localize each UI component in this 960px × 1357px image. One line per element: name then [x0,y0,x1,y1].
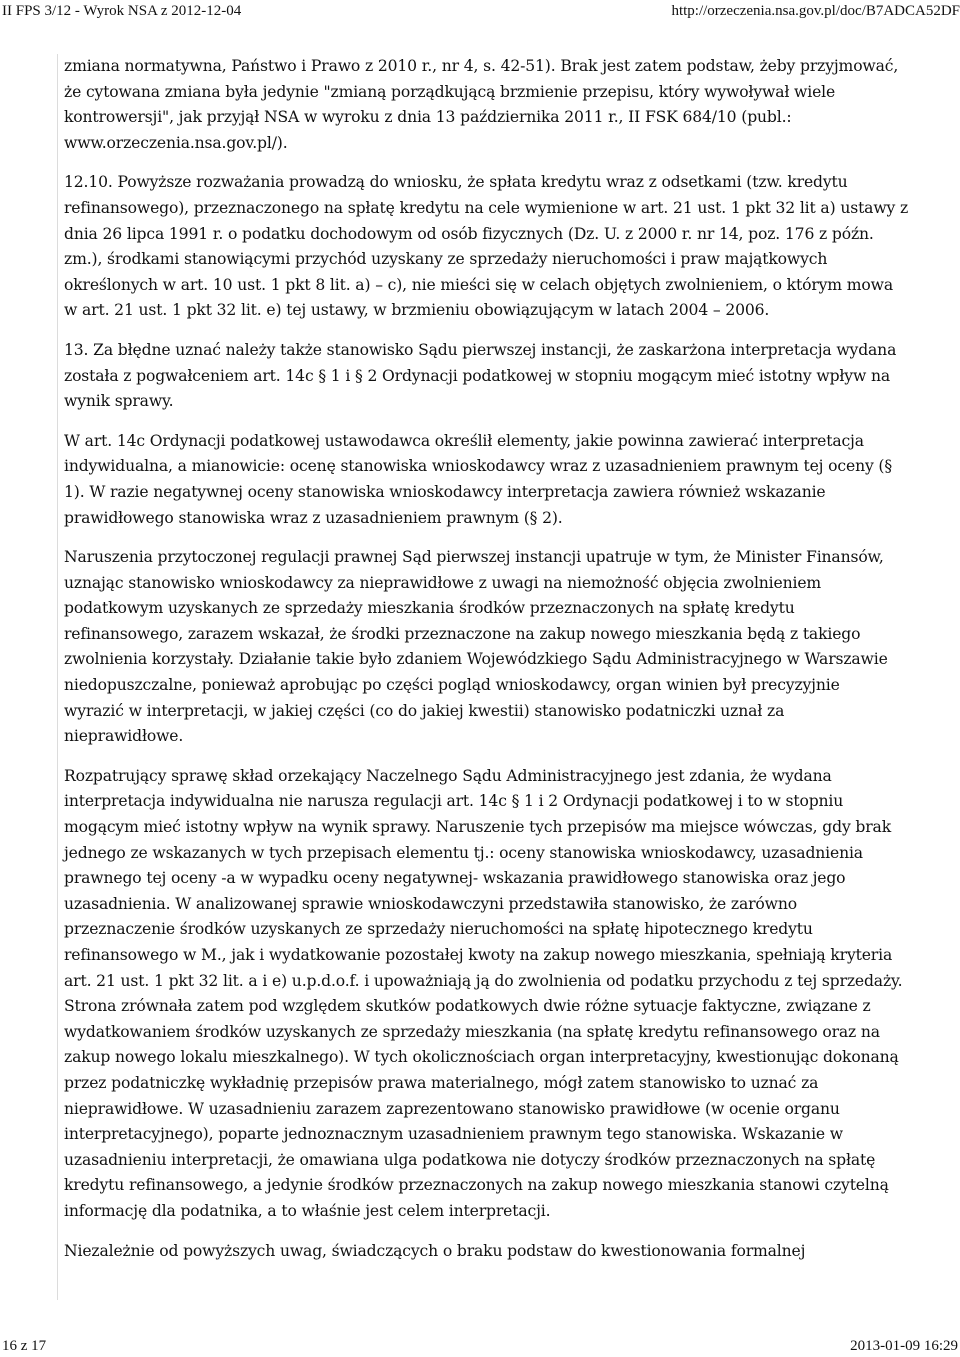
page-footer [0,1336,960,1357]
paragraph [64,170,940,324]
paragraph [64,429,940,531]
paragraph-line: prawnego tej oceny -a w wypadku oceny negatywnej- wskazania prawidłowego stanowiska oraz jego [64,869,846,888]
paragraph-line: Naruszenia przytoczonej regulacji prawnej Sąd pierwszej instancji upatruje w tym, że Minister Finansów, [64,548,884,567]
paragraph-line: dnia 26 lipca 1991 r. o podatku dochodowym od osób fizycznych (Dz. U. z 2000 r. nr 14, poz. 176 z późn. [64,224,874,243]
paragraph [64,338,940,415]
paragraph-line: wynik sprawy. [64,392,174,411]
document-body [57,54,948,1300]
paragraph-line: informację dla podatnika, a to właśnie jest celem interpretacji. [64,1201,551,1220]
page-header [0,0,960,22]
paragraph-line: w art. 21 ust. 1 pkt 32 lit. e) tej ustawy, w brzmieniu obowiązującym w latach 2004 – 2006. [64,301,770,320]
paragraph-line: wydatkowaniem środków uzyskanych ze sprzedaży mieszkania (na spłatę kredytu refinansowego oraz na [64,1022,880,1041]
paragraph [64,545,940,750]
paragraph-line: 1). W razie negatywnej oceny stanowiska wnioskodawcy interpretacja zawiera również wskazanie [64,482,826,501]
paragraph-line: indywidualna, a mianowicie: ocenę stanowiska wnioskodawcy wraz z uzasadnieniem prawnym tej oceny (§ [64,457,893,476]
paragraph-line: uzasadnieniu interpretacji, że omawiana ulga podatkowa nie dotyczy środków przeznaczonych na spłatę [64,1150,876,1169]
paragraph-line: wyrazić w interpretacji, w jakiej części (co do jakiej kwestii) stanowisko podatniczki uznał za [64,701,785,720]
paragraph-line: kontrowersji", jak przyjął NSA w wyroku z dnia 13 października 2011 r., II FSK 684/10 (publ.: [64,108,792,127]
paragraph-line: refinansowego, zarazem wskazał, że środki przeznaczone na zakup nowego mieszkania będą z takiego [64,624,861,643]
paragraph-line: 13. Za błędne uznać należy także stanowisko Sądu pierwszej instancji, że zaskarżona interpretacja wydana [64,340,897,359]
paragraph-line: zwolnienia korzystały. Działanie takie było zdaniem Wojewódzkiego Sądu Administracyjnego w Warszawie [64,650,888,669]
footer-page-number: 16 z 17 [2,1338,47,1354]
paragraph-line: Rozpatrujący sprawę skład orzekający Naczelnego Sądu Administracyjnego jest zdania, że wydana [64,766,832,785]
paragraph-line: że cytowana zmiana była jedynie "zmianą porządkującą brzmienie przepisu, który wywoływał wiele [64,82,836,101]
paragraph-line: 12.10. Powyższe rozważania prowadzą do wniosku, że spłata kredytu wraz z odsetkami (tzw. kredytu [64,173,848,192]
paragraph-line: kredytu refinansowego, a jedynie środków przeznaczonych na zakup nowego mieszkania stanowi czytelną [64,1176,889,1195]
paragraph-line: niedopuszczalne, ponieważ aprobując po części pogląd wnioskodawcy, organ winien był precyzyjnie [64,676,840,695]
paragraph-line: przeznaczenie środków uzyskanych ze sprzedaży nieruchomości na spłatę hipotecznego kredytu [64,920,813,939]
paragraph-line: nieprawidłowe. [64,727,184,746]
paragraph-line: podatkowym uzyskanych ze sprzedaży mieszkania środków przeznaczonych na spłatę kredytu [64,599,795,618]
paragraph-line: refinansowego w M., jak i wydatkowanie pozostałej kwoty na zakup nowego mieszkania, spełniają kryteria [64,946,893,964]
paragraph-line: art. 21 ust. 1 pkt 32 lit. a i e) u.p.d.o.f. i upoważniają ją do zwolnienia od podatku przychodu z tej sprzedaży. [64,971,903,990]
footer-timestamp: 2013-01-09 16:29 [850,1338,958,1354]
paragraph-line: zmiana normatywna, Państwo i Prawo z 2010 r., nr 4, s. 42-51). Brak jest zatem podstaw, żeby przyjmować, [64,57,899,75]
paragraph-line: prawidłowego stanowiska wraz z uzasadnieniem prawnym (§ 2). [64,508,563,527]
paragraph-line: interpretacyjnego), poparte jednoznacznym uzasadnieniem prawnym tego stanowiska. Wskazanie w [64,1125,843,1144]
paragraph-line: refinansowego), przeznaczonego na spłatę kredytu na cele wymienione w art. 21 ust. 1 pkt 32 lit a) ustawy z [64,198,909,217]
paragraph-line: zakup nowego lokalu mieszkalnego). W tych okolicznościach organ interpretacyjny, kwestionując dokonaną [64,1048,899,1067]
paragraph-line: jednego ze wskazanych w tych przepisach elementu tj.: oceny stanowiska wnioskodawcy, uzasadnienia [64,843,863,862]
paragraph [64,1239,940,1265]
paragraph-line: www.orzeczenia.nsa.gov.pl/). [64,133,288,152]
paragraph-line: przez podatniczkę wykładnię przepisów prawa materialnego, mógł zatem stanowisko to uznać za [64,1073,819,1092]
paragraph-line: została z pogwałceniem art. 14c § 1 i § 2 Ordynacji podatkowej w stopniu mogącym mieć istotny wpływ na [64,366,891,385]
paragraph-line: zm.), środkami stanowiącymi przychód uzyskany ze sprzedaży nieruchomości i praw majątkowych [64,250,828,269]
paragraph [64,54,940,156]
paragraph-line: Strona zrównała zatem pod względem skutków podatkowych dwie różne sytuacje faktyczne, związane z [64,997,871,1016]
paragraph-line: W art. 14c Ordynacji podatkowej ustawodawca określił elementy, jakie powinna zawierać interpretacja [64,431,864,450]
paragraph-line: określonych w art. 10 ust. 1 pkt 8 lit. a) – c), nie mieści się w celach objętych zwolnieniem, o którym mowa [64,275,893,294]
paragraph-line: uznając stanowisko wnioskodawcy za nieprawidłowe z uwagi na niemożność objęcia zwolnieniem [64,573,822,592]
paragraph-line: Niezależnie od powyższych uwag, świadczących o braku podstaw do kwestionowania formalnej [64,1241,806,1260]
paragraph-line: nieprawidłowe. W uzasadnieniu zarazem zaprezentowano stanowisko prawidłowe (w ocenie organu [64,1099,840,1118]
paragraph-line: mogącym mieć istotny wpływ na wynik sprawy. Naruszenie tych przepisów ma miejsce wówczas, gdy brak [64,818,891,837]
paragraph-line: uzasadnienia. W analizowanej sprawie wnioskodawczyni przedstawiła stanowisko, że zarówno [64,894,797,913]
header-document-title: II FPS 3/12 - Wyrok NSA z 2012-12-04 [2,3,242,19]
paragraph [64,764,940,1225]
header-url: http://orzeczenia.nsa.gov.pl/doc/B7ADCA52DF [671,3,960,19]
paragraph-line: interpretacja indywidualna nie narusza regulacji art. 14c § 1 i 2 Ordynacji podatkowej i to w stopniu [64,792,844,811]
